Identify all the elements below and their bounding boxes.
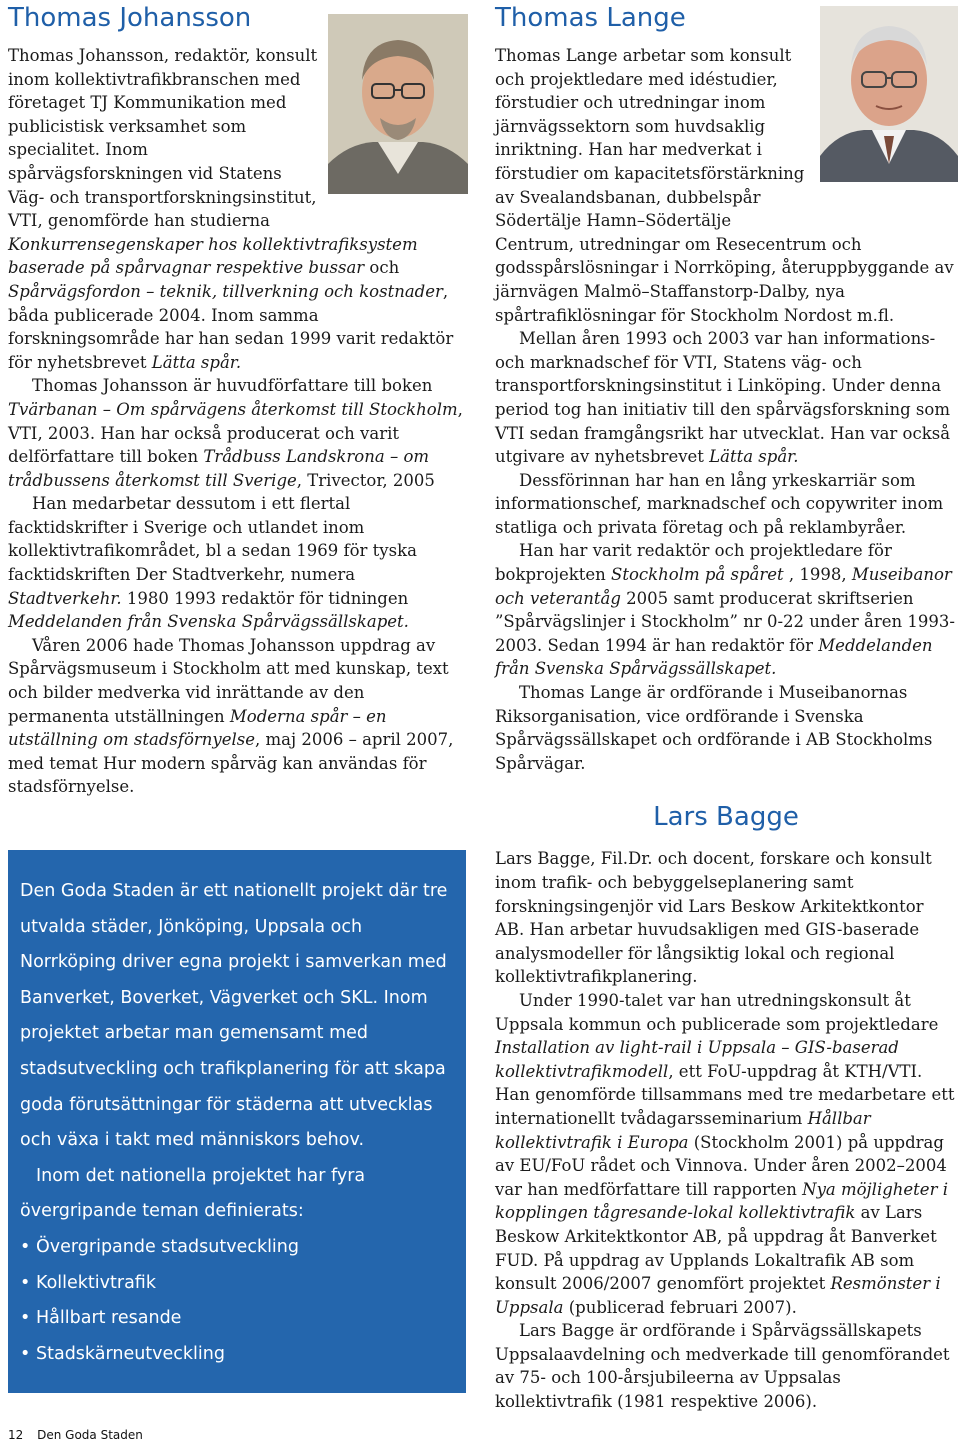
paragraph: Våren 2006 hade Thomas Johansson uppdrag av Spårvägsmuseum i Stockholm att med kunskap, text och bilder medverka vid inrättande av den permanenta utställningen Moderna spår – en utställning om stadsförnyelse, maj 2006 – april 2007, med temat Hur modern spårväg kan användas för stadsförnyelse. bbox=[8, 635, 454, 797]
themes-list bbox=[20, 1230, 452, 1372]
paragraph: Thomas Johansson, redaktör, konsult inom kollektivtrafikbranschen med företaget TJ Kommunikation med publicistisk verksamhet som specialitet. Inom spårvägsforskningen vid Statens Väg- och transportforskningsinstitut, VTI, genomförde han studierna Konkurrensegenskaper hos kollektivtrafiksystem baserade på spårvagnar respektive bussar och Spårvägsfordon – teknik, tillverkning och kostnader, båda publicerade 2004. Inom samma forskningsområde har han sedan 1999 varit redaktör för nyhetsbrevet Lätta spår. bbox=[8, 46, 454, 372]
info-box-themes-intro: Inom det nationella projektet har fyra övergripande teman definierats: bbox=[20, 1165, 366, 1222]
info-box-intro: Den Goda Staden är ett nationellt projekt där tre utvalda städer, Jönköping, Uppsala och Norrköping driver egna projekt i samverkan med Banverket, Boverket, Vägverket och SKL. Inom projektet arbetar man gemensamt med stadsutveckling och trafikplanering för att skapa goda förutsättningar för städerna att utvecklas och växa i takt med människors behov. bbox=[20, 881, 448, 1151]
paragraph: Mellan åren 1993 och 2003 var han informations- och marknadschef för VTI, Statens väg- och transportforskningsinstitut i Linköping. Under denna period tog han initiativ till den spårvägsforskning som VTI sedan framgångsrikt har utvecklat. Han var också utgivare av nyhetsbrevet Lätta spår. bbox=[495, 329, 951, 467]
paragraph: Han har varit redaktör och projektledare för bokprojekten Stockholm på spåret , 1998, Museibanor och veterantåg 2005 samt producerat skriftserien ”Spårvägslinjer i Stockholm” nr 0-22 under åren 1993-2003. Sedan 1994 är han redaktör för Meddelanden från Svenska Spårvägssällskapet. bbox=[495, 541, 955, 679]
paragraph: Under 1990-talet var han utredningskonsult åt Uppsala kommun och publicerade som projektledare Installation av light-rail i Uppsala – GIS-baserad kollektivtrafikmodell, ett FoU-uppdrag åt KTH/VTI. Han genomförde tillsammans med tre medarbetare ett internationellt tvådagarsseminarium Hållbar kollektivtrafik i Europa (Stockholm 2001) på uppdrag av EU/FoU rådet och Vinnova. Under åren 2002–2004 var han medförfattare till rapporten Nya möjligheter i kopplingen tågresande-lokal kollektivtrafik av Lars Beskow Arkitektkontor AB, på uppdrag åt Banverket FUD. På uppdrag av Upplands Lokaltrafik AB som konsult 2006/2007 genomfört projektet Resmönster i Uppsala (publicerad februari 2007). bbox=[495, 990, 955, 1317]
paragraph: Thomas Lange arbetar som konsult och projektledare med idéstudier, förstudier och utredningar inom järnvägssektorn som huvdsaklig inriktning. Han har medverkat i förstudier om kapacitetsförstärkning av Svealandsbanan, dubbelspår Södertälje Hamn–Södertälje Centrum, utredningar om Resecentrum och godsspårslösningar i Norrköping, återuppbyggande av järnvägen Malmö–Staffanstorp-Dalby, nya spårtrafiklösningar för Stockholm Nordost m.fl. bbox=[495, 46, 954, 325]
list-item: • Hållbart resande bbox=[20, 1301, 452, 1337]
right-column bbox=[495, 0, 957, 1414]
page-number: 12 bbox=[8, 1428, 24, 1442]
paragraph: Thomas Johansson är huvudförfattare till boken Tvärbanan – Om spårvägens återkomst till Stockholm, VTI, 2003. Han har också producerat och varit delförfattare till boken Trådbuss Landskrona – om trådbussens återkomst till Sverige, Trivector, 2005 bbox=[8, 376, 463, 490]
publication-name: Den Goda Staden bbox=[37, 1428, 143, 1442]
portrait-illustration bbox=[820, 6, 958, 182]
page-footer bbox=[8, 1428, 143, 1442]
project-info-box bbox=[8, 850, 466, 1393]
article-heading-thomas-johansson: Thomas Johansson bbox=[8, 3, 252, 33]
paragraph: Thomas Lange är ordförande i Museibanornas Riksorganisation, vice ordförande i Svenska Spårvägssällskapet och ordförande i AB Stockholms Spårvägar. bbox=[495, 683, 933, 773]
paragraph: Dessförinnan har han en lång yrkeskarriär som informationschef, marknadschef och copywriter inom statliga och privata företag och på reklambyråer. bbox=[495, 470, 944, 537]
paragraph: Lars Bagge, Fil.Dr. och docent, forskare och konsult inom trafik- och bebyggelseplanering samt forskningsingenjör vid Lars Beskow Arkitektkontor AB. Han arbetar huvudsakligen med GIS-baserade analysmodeller för långsiktig lokal och regional kollektivtrafikplanering. bbox=[495, 849, 932, 987]
list-item: • Kollektivtrafik bbox=[20, 1266, 452, 1302]
portrait-illustration bbox=[328, 14, 468, 194]
paragraph: Lars Bagge är ordförande i Spårvägssällskapets Uppsalaavdelning och medverkade till genomförandet av 75- och 100-årsjubileerna av Uppsalas kollektivtrafik (1981 respektive 2006). bbox=[495, 1321, 950, 1412]
list-item: • Stadskärneutveckling bbox=[20, 1337, 452, 1373]
portrait-photo-thomas-lange bbox=[820, 6, 958, 182]
article-body-lars-bagge bbox=[495, 847, 957, 1413]
article-heading-lars-bagge: Lars Bagge bbox=[653, 802, 799, 833]
article-heading-thomas-lange: Thomas Lange bbox=[495, 3, 686, 33]
paragraph: Han medarbetar dessutom i ett flertal facktidskrifter i Sverige och utlandet inom kollektivtrafikområdet, bl a sedan 1969 för tyska facktidskriften Der Stadtverkehr, numera Stadtverkehr. 1980 1993 redaktör för tidningen Meddelanden från Svenska Spårvägssällskapet. bbox=[8, 494, 417, 632]
list-item: • Övergripande stadsutveckling bbox=[20, 1230, 452, 1266]
portrait-photo-thomas-johansson bbox=[328, 14, 468, 194]
